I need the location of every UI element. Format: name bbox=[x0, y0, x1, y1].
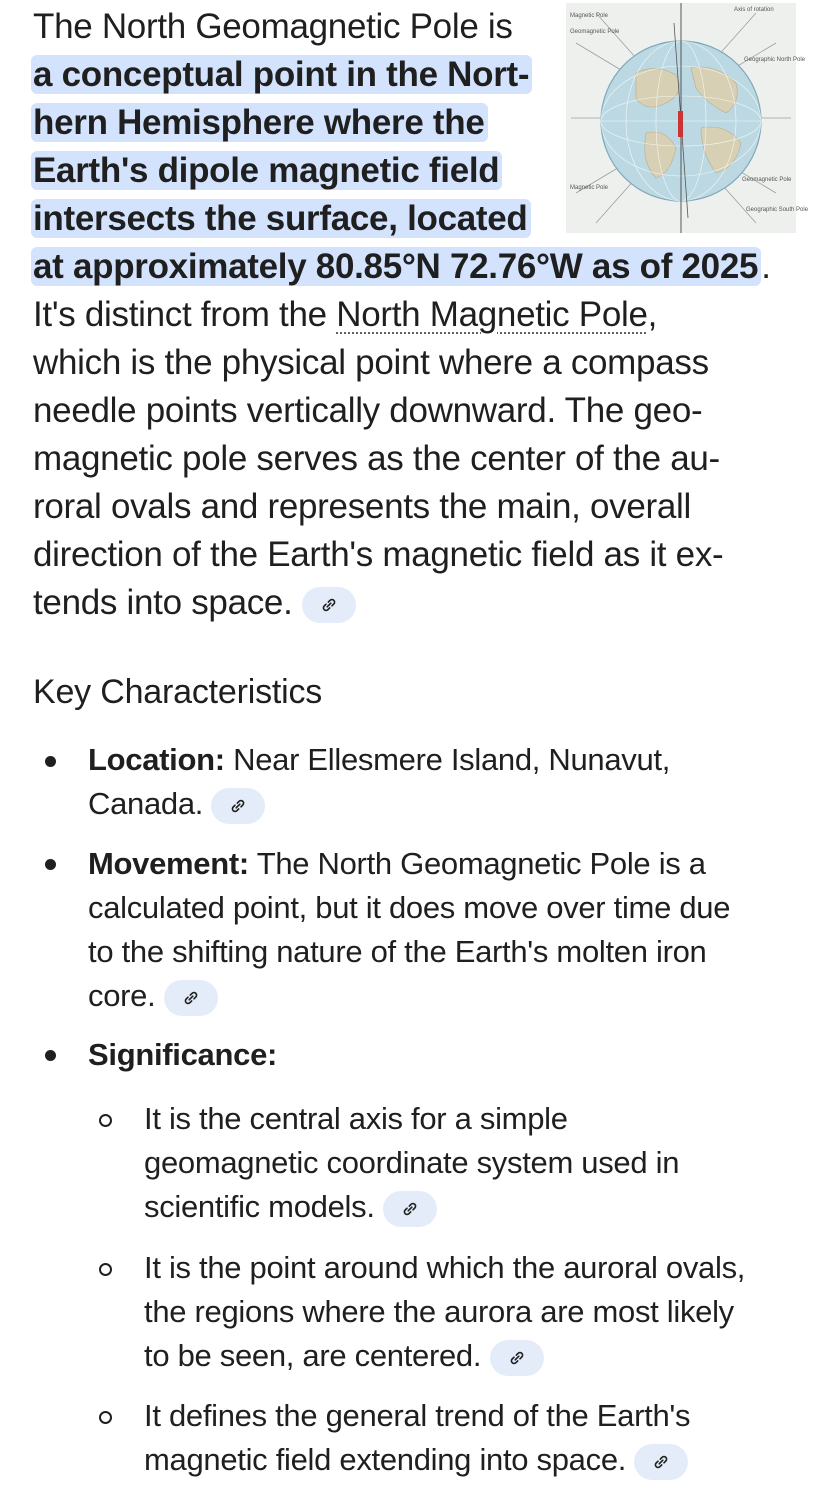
intro-line: direction of the Earth's magnetic field as it ex- bbox=[33, 535, 724, 574]
image-label: Geomagnetic Pole bbox=[570, 29, 620, 35]
link-icon bbox=[228, 796, 248, 816]
intro-line: needle points vertically downward. The geo- bbox=[33, 391, 703, 430]
item-text: It is the central axis for a simple bbox=[144, 1101, 568, 1136]
north-magnetic-pole-link[interactable]: North Magnetic Pole bbox=[336, 295, 648, 334]
item-label: Location: bbox=[88, 742, 225, 777]
list-item-significance bbox=[88, 1033, 798, 1077]
highlighted-text: a conceptual point in the Nort- bbox=[31, 55, 532, 94]
image-label: Geographic North Pole bbox=[744, 57, 806, 63]
list-item-line bbox=[88, 974, 808, 1018]
item-text: It defines the general trend of the Earth's bbox=[144, 1398, 691, 1433]
intro-line bbox=[33, 99, 488, 147]
link-icon bbox=[319, 595, 339, 615]
image-label: Geomagnetic Pole bbox=[742, 177, 792, 183]
image-label: Magnetic Pole bbox=[570, 13, 609, 19]
item-text: calculated point, but it does move over time due bbox=[88, 890, 731, 925]
intro-line: roral ovals and represents the main, overall bbox=[33, 487, 691, 526]
item-text: geomagnetic coordinate system used in bbox=[144, 1145, 680, 1180]
list-item-line bbox=[144, 1334, 819, 1378]
intro-line: The North Geomagnetic Pole is bbox=[33, 7, 513, 46]
list-bullet bbox=[45, 859, 56, 870]
list-item-line bbox=[144, 1185, 814, 1229]
item-text: The North Geomagnetic Pole is a bbox=[248, 846, 706, 881]
image-label: Axis of rotation bbox=[734, 7, 774, 13]
link-icon bbox=[507, 1348, 527, 1368]
list-item-movement bbox=[88, 842, 808, 1018]
source-link-chip[interactable] bbox=[490, 1340, 544, 1376]
list-item-line bbox=[144, 1438, 814, 1482]
item-label: Significance: bbox=[88, 1037, 278, 1072]
intro-text: tends into space. bbox=[33, 583, 293, 622]
list-item-line bbox=[88, 738, 798, 782]
list-bullet bbox=[45, 756, 56, 767]
source-link-chip[interactable] bbox=[164, 980, 218, 1016]
item-text: core. bbox=[88, 978, 156, 1013]
link-icon bbox=[651, 1452, 671, 1472]
item-text: It is the point around which the auroral ovals, bbox=[144, 1250, 746, 1285]
highlighted-text: Earth's dipole magnetic field bbox=[31, 151, 502, 190]
image-label: Magnetic Pole bbox=[570, 185, 609, 191]
sub-list-item bbox=[144, 1394, 814, 1482]
sub-list-item bbox=[144, 1097, 814, 1229]
item-label: Movement: bbox=[88, 846, 249, 881]
sub-list-bullet bbox=[99, 1114, 112, 1127]
source-link-chip[interactable] bbox=[211, 788, 265, 824]
globe-diagram-image bbox=[566, 3, 809, 233]
source-link-chip[interactable] bbox=[383, 1191, 437, 1227]
intro-line: magnetic pole serves as the center of the au- bbox=[33, 439, 720, 478]
intro-text: It's distinct from the bbox=[33, 295, 337, 334]
item-text: magnetic field extending into space. bbox=[144, 1442, 627, 1477]
intro-line bbox=[33, 579, 356, 627]
intro-line bbox=[33, 243, 771, 291]
intro-text: , bbox=[647, 295, 658, 334]
highlighted-text: hern Hemisphere where the bbox=[31, 103, 488, 142]
intro-line: which is the physical point where a compass bbox=[33, 343, 709, 382]
item-text: scientific models. bbox=[144, 1189, 375, 1224]
list-item-line bbox=[88, 782, 798, 826]
sub-list-item bbox=[144, 1246, 819, 1378]
intro-line bbox=[33, 195, 531, 243]
list-item-location bbox=[88, 738, 798, 826]
link-icon bbox=[181, 988, 201, 1008]
list-item-line bbox=[88, 842, 808, 886]
sub-list-bullet bbox=[99, 1411, 112, 1424]
highlighted-text: at approximately 80.85°N 72.76°W as of 2025 bbox=[31, 247, 761, 286]
intro-line bbox=[33, 51, 532, 99]
list-bullet bbox=[45, 1050, 56, 1061]
intro-line bbox=[33, 291, 657, 339]
list-item-line bbox=[88, 1033, 798, 1077]
link-icon bbox=[400, 1199, 420, 1219]
image-label: Geographic South Pole bbox=[746, 207, 809, 213]
geomagnetic-diagram-thumbnail[interactable] bbox=[566, 3, 809, 233]
sub-list-bullet bbox=[99, 1263, 112, 1276]
highlighted-text: intersects the surface, located bbox=[31, 199, 531, 238]
item-text: Near Ellesmere Island, Nunavut, bbox=[224, 742, 671, 777]
intro-line bbox=[33, 147, 502, 195]
section-heading: Key Characteristics bbox=[33, 673, 323, 711]
item-text: to the shifting nature of the Earth's molten iron bbox=[88, 934, 707, 969]
item-text: Canada. bbox=[88, 786, 204, 821]
source-link-chip[interactable] bbox=[634, 1444, 688, 1480]
item-text: to be seen, are centered. bbox=[144, 1338, 482, 1373]
source-link-chip[interactable] bbox=[302, 587, 356, 623]
item-text: the regions where the aurora are most likely bbox=[144, 1294, 734, 1329]
period: . bbox=[761, 247, 771, 286]
